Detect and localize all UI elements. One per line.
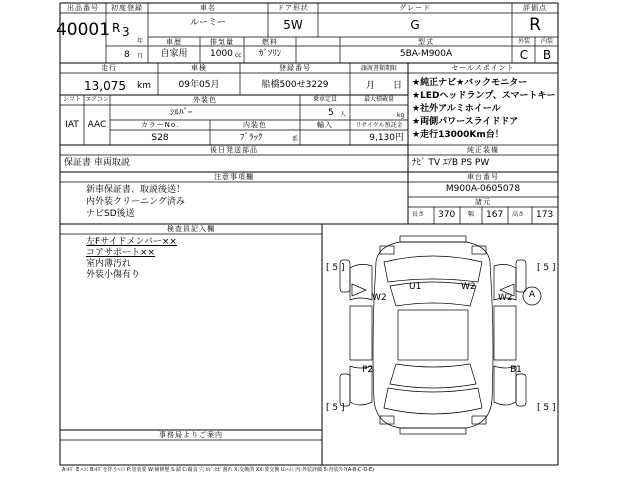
month-unit: 月 [137, 53, 144, 60]
notes-line: 内外装クリーニング済み [86, 197, 185, 207]
type-label: 型式 [418, 38, 434, 46]
ac: AAC [87, 120, 107, 130]
tire-rl: [ 5 ] [326, 403, 345, 413]
after-sales-value: 保証書 車両取説 [64, 158, 130, 168]
legend: A:ｷｽﾞ E:ﾍｺﾐ B:ｷｽﾞを伴うﾍｺﾐ P:塗装要 W:補修歴 S:錆 C:腐食 穴 ﾋﾋﾞ:ﾋﾋﾞ割れ X:交換済 XX:要交換 U:ﾍｺﾐ 内:外装評価 5:内装ﾗﾝｸ(A-B-C-D-E) [62, 467, 375, 473]
type-code: 5BA-M900A [399, 49, 453, 59]
car-body-diagram [340, 236, 541, 434]
height-label: 高さ [512, 211, 525, 218]
mileage-label: 走行 [101, 64, 117, 72]
width: 167 [486, 210, 504, 220]
sales-point: ★LEDヘッドランプ、スマートキー [412, 91, 556, 101]
usage-label: 車歴 [166, 38, 182, 46]
load-label: 最大積載量 [363, 96, 395, 103]
dims-label: 諸元 [475, 198, 491, 206]
usage: 自家用 [160, 49, 188, 59]
int-color: ﾌﾞﾗｯｸ [240, 133, 263, 143]
capacity-label: 乗車定員 [312, 96, 338, 103]
era: R [112, 21, 121, 35]
int-color-label: 内装色 [243, 121, 267, 129]
first-reg-label: 初度登録 [111, 4, 143, 12]
doors-label: ドア形状 [277, 4, 309, 12]
fuel-label: 燃料 [262, 38, 278, 46]
grade: G [410, 18, 420, 32]
sales-point: ★走行13000Km台！ [412, 130, 504, 140]
office-label: 事務局よりご案内 [159, 431, 223, 439]
load-unit: kg [397, 112, 405, 119]
length: 370 [438, 210, 456, 220]
lot-number: 40001 [55, 20, 111, 40]
damage-mark: A [528, 290, 536, 300]
damage-mark: W2 [498, 293, 513, 303]
lot-label: 出品番号 [67, 4, 99, 12]
ext-color-label: 外装色 [193, 96, 217, 104]
damage-mark: B1 [510, 365, 522, 375]
grade-label: グレード [399, 4, 431, 12]
interior-label: 内装 [540, 38, 554, 45]
cc-unit: cc [235, 52, 242, 59]
exterior-grade: C [519, 48, 529, 62]
tire-rr: [ 5 ] [537, 403, 556, 413]
plate-label: 登録番号 [279, 64, 311, 72]
inspector-line: 外装小傷有り [86, 270, 141, 280]
fuel: ｶﾞｿﾘﾝ [258, 49, 282, 59]
sales-points-label: セールスポイント [451, 64, 515, 72]
notes-label: 注意事項欄 [214, 173, 254, 181]
length-label: 長さ [412, 211, 425, 218]
expiry-month: 月 [366, 81, 376, 91]
ext-color: ｼﾙﾊﾞｰ [170, 108, 193, 118]
recycle-amount: 9,130円 [369, 133, 404, 143]
exterior-label: 外装 [517, 38, 531, 45]
cc: 1000 [210, 49, 233, 59]
interior-grade: B [542, 48, 552, 62]
doors: 5W [283, 18, 303, 32]
import-label: 輸入 [317, 121, 333, 129]
score: R [529, 15, 541, 35]
plate: 船橋500せ3229 [261, 80, 329, 90]
chassis-label: 車台番号 [467, 173, 499, 181]
options-value: ﾅﾋﾞ TV ｴｱB PS PW [412, 158, 490, 168]
model-label: 車名 [200, 4, 216, 12]
recycle-label: リサイクル預託金 [355, 122, 403, 129]
inspector-line: コアサポート×× [86, 248, 156, 258]
model-name: ルーミー [189, 18, 227, 28]
width-label: 幅 [468, 211, 475, 218]
year: 3 [122, 25, 130, 39]
shift: IAT [65, 120, 79, 130]
mileage-unit: km [137, 81, 151, 91]
color-no: S28 [151, 133, 169, 143]
capacity-unit: 人 [340, 111, 347, 118]
inspector-line: 室内薄汚れ [86, 259, 132, 269]
notes-line: 新車保証書、取説後送！ [86, 185, 186, 195]
shift-label: シフト [62, 96, 82, 103]
ac-label: エアコン [85, 96, 109, 103]
tire-fl: [ 5 ] [326, 263, 345, 273]
mileage: 13,075 [84, 79, 126, 93]
after-sales-label: 後日発送部品 [210, 146, 258, 154]
color-no-label: カラーNo. [140, 121, 180, 129]
sales-point: ★両側パワースライドドア [412, 117, 519, 127]
inspector-line: 左Fサイドメンバー×× [86, 237, 177, 247]
height: 173 [536, 210, 554, 220]
inspection-label: 車検 [191, 64, 207, 72]
inspection: 09年05月 [178, 80, 220, 90]
inspector-label: 検査員記入欄 [167, 225, 215, 233]
int-color-unit: 系 [292, 136, 299, 143]
sales-point: ★純正ナビ★バックモニター [412, 78, 528, 88]
damage-mark: U1 [409, 282, 422, 292]
cc-label: 排気量 [210, 38, 234, 46]
chassis-number: M900A-0605078 [445, 184, 521, 194]
damage-mark: P2 [362, 365, 374, 375]
expiry-day: 日 [393, 81, 403, 91]
options-label: 純正装備 [467, 146, 499, 154]
capacity: 5 [328, 108, 334, 118]
expiry-label: 譲渡書類期限 [360, 65, 398, 72]
damage-mark: W2 [461, 282, 476, 292]
score-label: 評価点 [523, 4, 547, 12]
damage-mark: W2 [372, 293, 387, 303]
year-unit: 年 [137, 38, 144, 45]
tire-fr: [ 5 ] [537, 263, 556, 273]
month: 8 [124, 50, 130, 60]
sales-point: ★社外アルミホイール [412, 104, 501, 114]
notes-line: ナビSD後送 [86, 209, 135, 219]
